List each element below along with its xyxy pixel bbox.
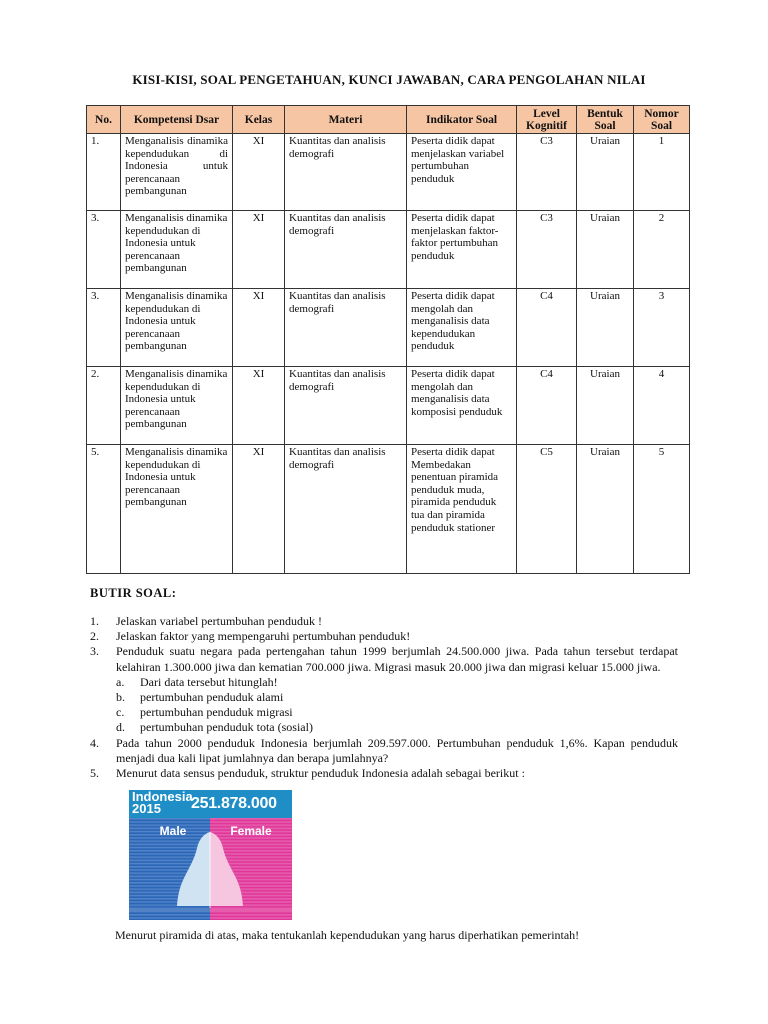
cell-no: 3. [87, 289, 121, 367]
cell-kompetensi: Menganalisis dinamika kependudukan di Indonesia untuk perencanaan pembangunan [121, 134, 233, 211]
cell-kompetensi: Menganalisis dinamika kependudukan di Indonesia untuk perencanaan pembangunan [121, 211, 233, 289]
header-level: Level Kognitif [517, 106, 577, 134]
cell-kelas: XI [233, 211, 285, 289]
cell-no: 1. [87, 134, 121, 211]
sub-question-item [116, 690, 678, 705]
sub-question-text: pertumbuhan penduduk tota (sosial) [140, 720, 313, 735]
cell-materi: Kuantitas dan analisis demografi [285, 289, 407, 367]
cell-bentuk: Uraian [577, 211, 634, 289]
cell-level: C3 [517, 134, 577, 211]
cell-nomor: 3 [634, 289, 690, 367]
question-number: 3. [90, 644, 99, 659]
sub-question-text: pertumbuhan penduduk alami [140, 690, 284, 705]
cell-kelas: XI [233, 445, 285, 574]
cell-nomor: 1 [634, 134, 690, 211]
cell-nomor: 2 [634, 211, 690, 289]
cell-indikator: Peserta didik dapat Membedakan penentuan piramida penduduk muda, piramida penduduk tua dan piramida penduduk stationer [407, 445, 517, 574]
cell-no: 5. [87, 445, 121, 574]
pyramid-plot [129, 818, 292, 920]
sub-question-letter: b. [116, 690, 125, 705]
cell-nomor: 4 [634, 367, 690, 445]
cell-bentuk: Uraian [577, 367, 634, 445]
population-pyramid-image [129, 790, 292, 920]
header-indikator: Indikator Soal [407, 106, 517, 134]
section-heading-butir-soal: BUTIR SOAL: [90, 586, 177, 600]
sub-question-item [116, 705, 678, 720]
cell-bentuk: Uraian [577, 134, 634, 211]
cell-no: 2. [87, 367, 121, 445]
cell-kelas: XI [233, 289, 285, 367]
cell-kompetensi: Menganalisis dinamika kependudukan di Indonesia untuk perencanaan pembangunan [121, 445, 233, 574]
table-row [87, 211, 690, 289]
pyramid-total: 251.878.000 [191, 795, 277, 812]
pyramid-year: 2015 [132, 801, 161, 816]
cell-no: 3. [87, 211, 121, 289]
cell-nomor: 5 [634, 445, 690, 574]
sub-question-letter: a. [116, 674, 125, 689]
table-header-row [87, 106, 690, 134]
header-no: No. [87, 106, 121, 134]
question-number: 1. [90, 614, 99, 628]
sub-question-letter: c. [116, 705, 125, 720]
cell-level: C4 [517, 289, 577, 367]
sub-question-text: pertumbuhan penduduk migrasi [140, 705, 293, 720]
cell-materi: Kuantitas dan analisis demografi [285, 134, 407, 211]
page-title: KISI-KISI, SOAL PENGETAHUAN, KUNCI JAWABAN, CARA PENGOLAHAN NILAI [132, 72, 646, 87]
question-list [90, 606, 678, 781]
question-text: Menurut data sensus penduduk, struktur penduduk Indonesia adalah sebagai berikut : [116, 766, 525, 781]
cell-level: C4 [517, 367, 577, 445]
question-item [90, 629, 678, 644]
sub-question-text: Dari data tersebut hitunglah! [140, 674, 278, 689]
question-item [90, 644, 678, 735]
header-materi: Materi [285, 106, 407, 134]
sub-question-item [116, 675, 678, 690]
cell-bentuk: Uraian [577, 445, 634, 574]
table-row [87, 367, 690, 445]
header-kelas: Kelas [233, 106, 285, 134]
question-number: 4. [90, 735, 99, 750]
question-item [90, 614, 678, 629]
cell-indikator: Peserta didik dapat menjelaskan faktor-faktor pertumbuhan penduduk [407, 211, 517, 289]
table-row [87, 134, 690, 211]
cell-kompetensi: Menganalisis dinamika kependudukan di Indonesia untuk perencanaan pembangunan [121, 367, 233, 445]
pyramid-female-label: Female [230, 824, 272, 838]
question-number: 2. [90, 629, 99, 644]
question-text: Jelaskan variabel pertumbuhan penduduk ! [116, 614, 322, 628]
pyramid-caption: Menurut piramida di atas, maka tentukanlah kependudukan yang harus diperhatikan pemerintah! [115, 928, 580, 942]
kisi-kisi-table [86, 105, 690, 574]
cell-indikator: Peserta didik dapat mengolah dan menganalisis data kependudukan penduduk [407, 289, 517, 367]
question-text: Penduduk suatu negara pada pertengahan tahun 1999 berjumlah 24.500.000 jiwa. Pada tahun tersebut terdapat kelahiran 1.300.000 jiwa dan kematian 700.000 jiwa. Migrasi masuk 20.000 jiwa dan migrasi keluar 15.000 jiwa. [116, 644, 678, 674]
cell-level: C3 [517, 211, 577, 289]
sub-question-item [116, 720, 678, 735]
cell-bentuk: Uraian [577, 289, 634, 367]
cell-kelas: XI [233, 134, 285, 211]
question-item [90, 766, 678, 781]
question-text: Pada tahun 2000 penduduk Indonesia berjumlah 209.597.000. Pertumbuhan penduduk 1,6%. Kapan penduduk menjadi dua kali lipat jumlahnya dan berapa jumlahnya? [116, 735, 678, 765]
sub-question-letter: d. [116, 720, 125, 735]
cell-indikator: Peserta didik dapat menjelaskan variabel pertumbuhan penduduk [407, 134, 517, 211]
table-row [87, 445, 690, 574]
sub-question-list [116, 675, 678, 736]
cell-indikator: Peserta didik dapat mengolah dan menganalisis data komposisi penduduk [407, 367, 517, 445]
pyramid-male-label: Male [159, 824, 187, 838]
cell-level: C5 [517, 445, 577, 574]
question-text: Jelaskan faktor yang mempengaruhi pertumbuhan penduduk! [116, 629, 411, 644]
table-row [87, 289, 690, 367]
header-bentuk: Bentuk Soal [577, 106, 634, 134]
cell-kompetensi: Menganalisis dinamika kependudukan di Indonesia untuk perencanaan pembangunan [121, 289, 233, 367]
question-number: 5. [90, 766, 99, 781]
cell-materi: Kuantitas dan analisis demografi [285, 211, 407, 289]
pyramid-country: Indonesia [132, 790, 193, 804]
question-item [90, 736, 678, 766]
cell-materi: Kuantitas dan analisis demografi [285, 445, 407, 574]
header-nomor: Nomor Soal [634, 106, 690, 134]
cell-kelas: XI [233, 367, 285, 445]
header-kompetensi: Kompetensi Dsar [121, 106, 233, 134]
cell-materi: Kuantitas dan analisis demografi [285, 367, 407, 445]
